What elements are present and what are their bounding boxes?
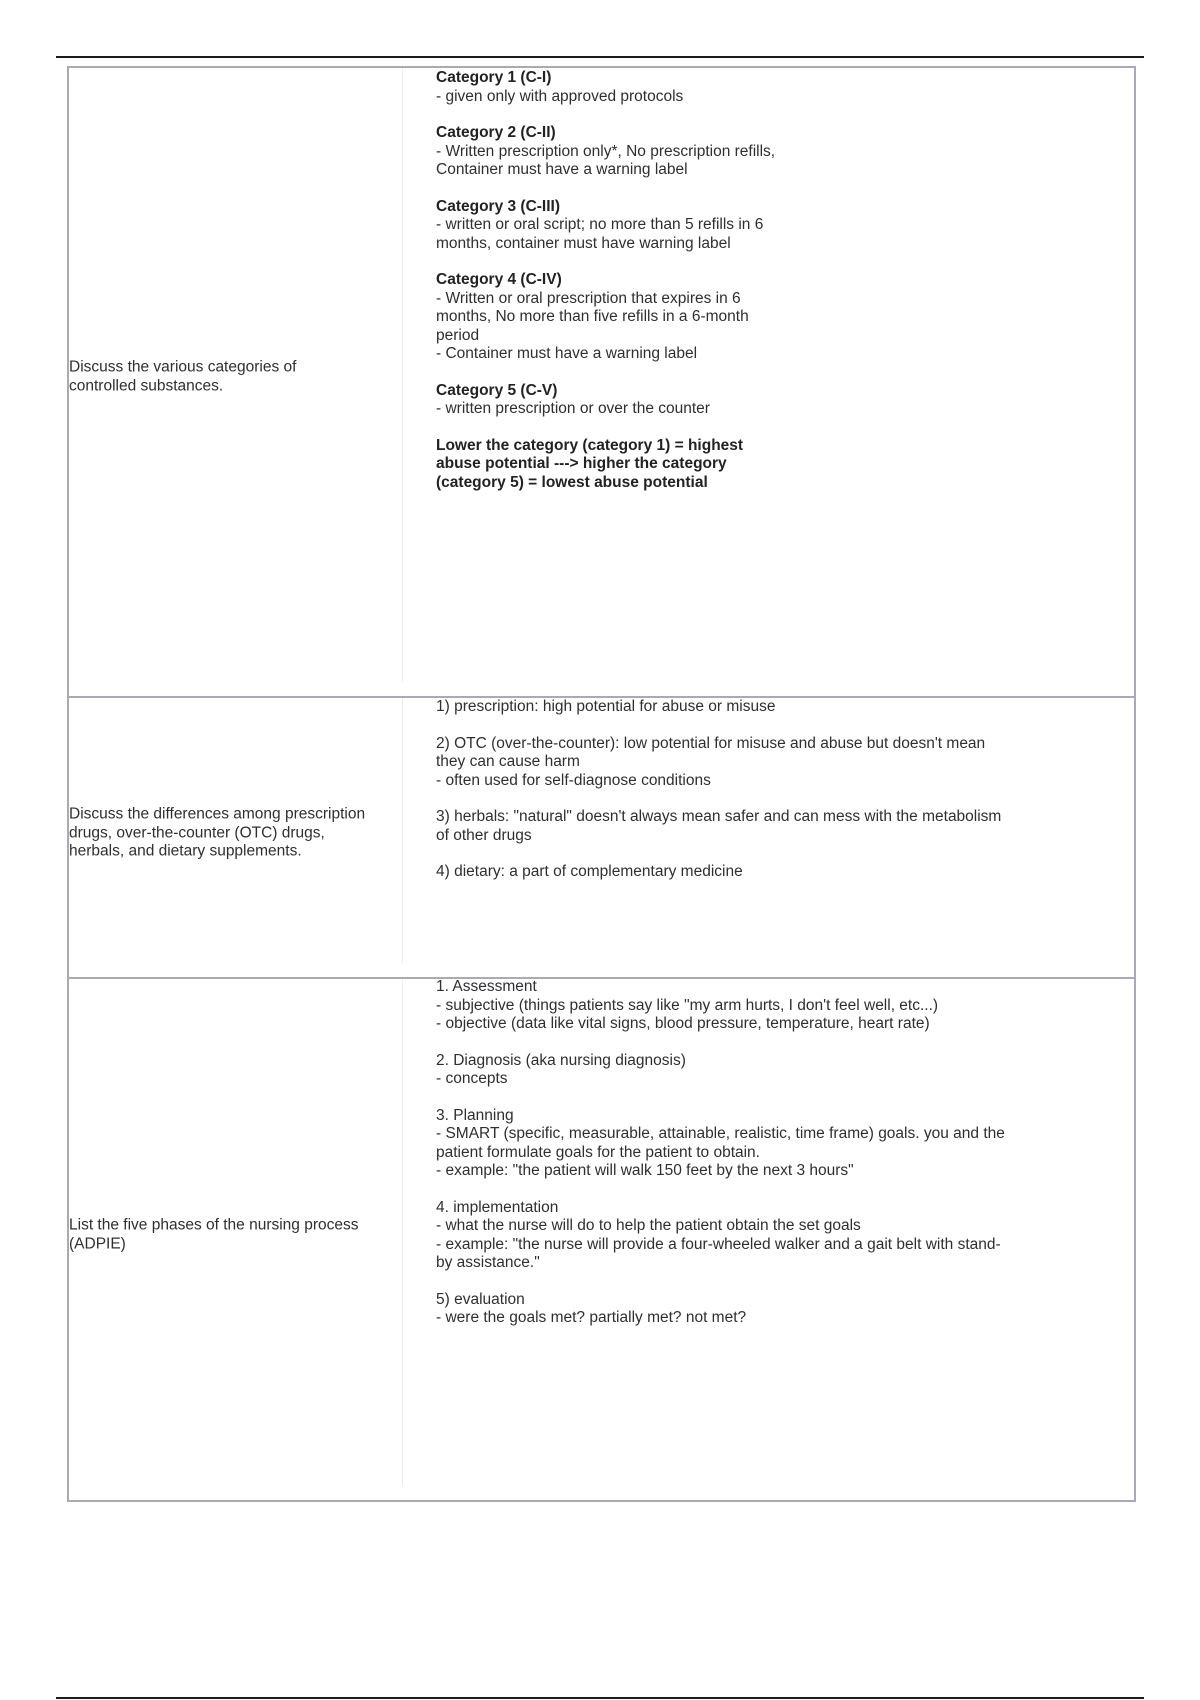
flashcard-controlled-substances <box>67 66 1136 698</box>
answer-line: by assistance." <box>436 1254 540 1271</box>
answer-paragraph <box>436 437 1076 493</box>
answer-line: of other drugs <box>436 826 532 844</box>
answer-line: they can cause harm <box>436 753 580 770</box>
card-answer <box>436 978 1076 1346</box>
answer-line: - Written or oral prescription that expires in 6 <box>436 289 741 307</box>
card-answer <box>436 69 1076 510</box>
answer-line: 1) prescription: high potential for abuse or misuse <box>436 698 776 715</box>
answer-paragraph <box>436 198 1076 254</box>
question-line: controlled substances. <box>69 377 224 394</box>
answer-line: months, container must have warning label <box>436 234 731 252</box>
category-heading: Category 3 (C-III) <box>436 197 561 215</box>
answer-line: - concepts <box>436 1070 508 1087</box>
card-question <box>69 359 389 396</box>
bottom-rule <box>56 1697 1144 1699</box>
answer-paragraph <box>436 978 1076 1034</box>
answer-paragraph <box>436 735 1076 791</box>
answer-paragraph <box>436 698 1076 717</box>
answer-paragraph <box>436 124 1076 180</box>
answer-line: - were the goals met? partially met? not met? <box>436 1309 747 1326</box>
question-line: herbals, and dietary supplements. <box>69 842 302 860</box>
card-divider <box>402 979 403 1486</box>
answer-paragraph <box>436 1291 1076 1328</box>
card-divider <box>402 68 403 682</box>
question-line: Discuss the differences among prescription <box>69 805 366 823</box>
answer-line: 2) OTC (over-the-counter): low potential for misuse and abuse but doesn't mean <box>436 734 986 752</box>
answer-line: - objective (data like vital signs, blood pressure, temperature, heart rate) <box>436 1015 930 1032</box>
answer-line: - written prescription or over the counter <box>436 400 710 417</box>
card-answer <box>436 698 1076 900</box>
card-question <box>69 805 389 861</box>
answer-line: Container must have a warning label <box>436 161 688 178</box>
answer-line: 2. Diagnosis (aka nursing diagnosis) <box>436 1051 686 1069</box>
card-question <box>69 1217 389 1254</box>
summary-line: (category 5) = lowest abuse potential <box>436 473 708 491</box>
answer-paragraph <box>436 382 1076 419</box>
top-rule <box>56 56 1144 58</box>
question-line: drugs, over-the-counter (OTC) drugs, <box>69 823 325 841</box>
flashcard-nursing-process <box>67 977 1136 1502</box>
answer-line: - what the nurse will do to help the patient obtain the set goals <box>436 1217 861 1234</box>
question-line: (ADPIE) <box>69 1235 126 1252</box>
answer-paragraph <box>436 808 1076 845</box>
answer-line: 5) evaluation <box>436 1290 525 1308</box>
answer-line: 4. implementation <box>436 1198 559 1216</box>
answer-paragraph <box>436 69 1076 106</box>
answer-paragraph <box>436 863 1076 882</box>
answer-line: 3. Planning <box>436 1106 514 1124</box>
answer-paragraph <box>436 1107 1076 1181</box>
answer-line: - example: "the patient will walk 150 feet by the next 3 hours" <box>436 1162 854 1179</box>
answer-line: - Written prescription only*, No prescription refills, <box>436 142 776 160</box>
answer-paragraph <box>436 271 1076 364</box>
answer-line: - Container must have a warning label <box>436 345 698 362</box>
answer-line: - SMART (specific, measurable, attainable, realistic, time frame) goals. you and the <box>436 1125 1005 1142</box>
answer-line: - written or oral script; no more than 5 refills in 6 <box>436 216 764 233</box>
answer-line: - often used for self-diagnose conditions <box>436 771 711 789</box>
answer-line: - given only with approved protocols <box>436 87 684 105</box>
category-heading: Category 2 (C-II) <box>436 124 556 141</box>
summary-line: abuse potential ---> higher the category <box>436 455 727 472</box>
category-heading: Category 4 (C-IV) <box>436 271 562 288</box>
answer-line: period <box>436 326 480 344</box>
answer-line: - example: "the nurse will provide a four-wheeled walker and a gait belt with stand- <box>436 1235 1001 1253</box>
answer-line: 4) dietary: a part of complementary medicine <box>436 863 743 880</box>
card-divider <box>402 698 403 963</box>
answer-line: - subjective (things patients say like "my arm hurts, I don't feel well, etc...) <box>436 996 939 1014</box>
answer-line: patient formulate goals for the patient to obtain. <box>436 1143 760 1161</box>
category-heading: Category 1 (C-I) <box>436 69 552 86</box>
answer-line: 1. Assessment <box>436 978 537 995</box>
question-line: Discuss the various categories of <box>69 358 297 376</box>
answer-paragraph <box>436 1199 1076 1273</box>
flashcard-drug-differences <box>67 696 1136 979</box>
answer-paragraph <box>436 1052 1076 1089</box>
answer-line: months, No more than five refills in a 6-month <box>436 308 749 325</box>
answer-line: 3) herbals: "natural" doesn't always mean safer and can mess with the metabolism <box>436 808 1002 825</box>
category-heading: Category 5 (C-V) <box>436 381 558 399</box>
question-line: List the five phases of the nursing process <box>69 1216 359 1234</box>
summary-line: Lower the category (category 1) = highest <box>436 436 744 454</box>
